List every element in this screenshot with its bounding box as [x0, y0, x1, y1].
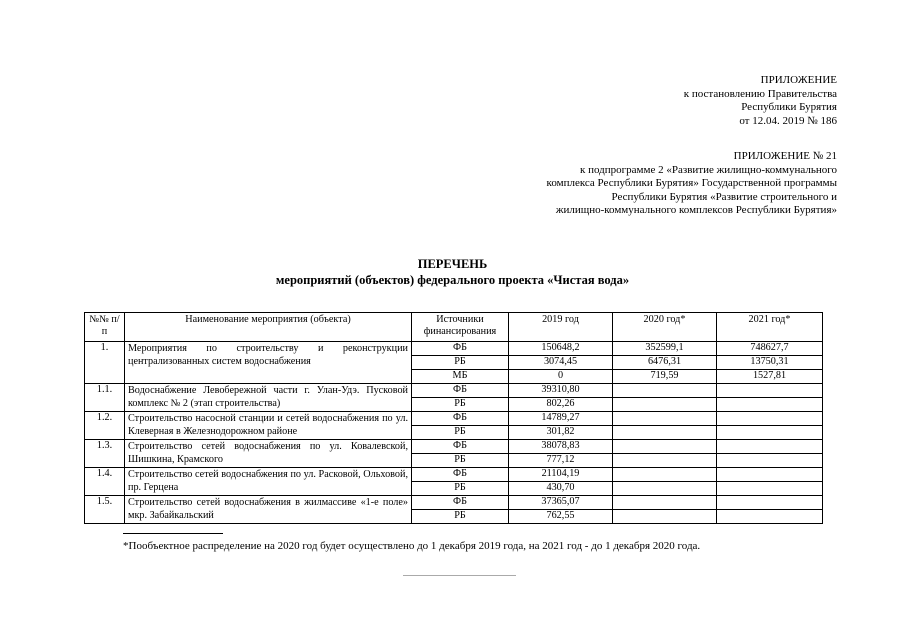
- value-2019: 38078,83: [509, 440, 613, 454]
- value-2020: [613, 440, 717, 454]
- document-title: ПЕРЕЧЕНЬ: [417, 257, 488, 271]
- page-divider: [403, 575, 516, 576]
- document-subtitle: мероприятий (объектов) федерального проекта «Чистая вода»: [275, 273, 630, 287]
- measure-name: Мероприятия по строительству и реконструкции централизованных систем водоснабжения: [125, 342, 412, 384]
- appendix-header: [684, 74, 837, 128]
- appendix-21-header: [547, 150, 837, 218]
- table-row: [85, 384, 823, 398]
- value-2020: 352599,1: [613, 342, 717, 356]
- measure-name: Строительство сетей водоснабжения по ул. Расковой, Ольховой, пр. Герцена: [125, 468, 412, 496]
- funding-source: ФБ: [412, 412, 509, 426]
- value-2019: 150648,2: [509, 342, 613, 356]
- value-2019: 37365,07: [509, 496, 613, 510]
- value-2020: [613, 468, 717, 482]
- header-source: Источники финансирования: [412, 313, 509, 342]
- value-2019: 3074,45: [509, 356, 613, 370]
- table-body: [85, 342, 823, 524]
- value-2019: 430,70: [509, 482, 613, 496]
- row-number: 1.3.: [85, 440, 125, 468]
- appendix-21-line: Республики Бурятия «Развитие строительного и: [611, 190, 837, 203]
- value-2019: 39310,80: [509, 384, 613, 398]
- row-number: 1.2.: [85, 412, 125, 440]
- value-2019: 802,26: [509, 398, 613, 412]
- value-2021: [717, 440, 823, 454]
- header-num: №№ п/п: [85, 313, 125, 342]
- value-2019: 777,12: [509, 454, 613, 468]
- row-number: 1.4.: [85, 468, 125, 496]
- funding-source: ФБ: [412, 384, 509, 398]
- value-2019: 762,55: [509, 510, 613, 524]
- measure-name: Строительство сетей водоснабжения по ул. Ковалевской, Шишкина, Крамского: [125, 440, 412, 468]
- value-2020: [613, 454, 717, 468]
- table-row: [85, 468, 823, 482]
- value-2019: 0: [509, 370, 613, 384]
- header-2020: 2020 год*: [613, 313, 717, 342]
- value-2021: [717, 412, 823, 426]
- funding-source: ФБ: [412, 440, 509, 454]
- footnote: *Пообъектное распределение на 2020 год будет осуществлено до 1 декабря 2019 года, на 2021 год - до 1 декабря 2020 года.: [123, 540, 701, 552]
- appendix-21-title: ПРИЛОЖЕНИЕ № 21: [733, 150, 837, 162]
- value-2021: [717, 496, 823, 510]
- funding-source: ФБ: [412, 496, 509, 510]
- value-2021: 13750,31: [717, 356, 823, 370]
- table-row: [85, 342, 823, 356]
- value-2021: [717, 482, 823, 496]
- funding-source: РБ: [412, 454, 509, 468]
- value-2019: 21104,19: [509, 468, 613, 482]
- measure-name: Строительство сетей водоснабжения в жилмассиве «1-е поле» мкр. Забайкальский: [125, 496, 412, 524]
- row-number: 1.: [85, 342, 125, 384]
- value-2020: [613, 482, 717, 496]
- value-2020: [613, 510, 717, 524]
- funding-source: РБ: [412, 398, 509, 412]
- value-2020: 719,59: [613, 370, 717, 384]
- value-2021: [717, 426, 823, 440]
- measures-table: [84, 312, 823, 524]
- footnote-divider: [123, 533, 223, 534]
- header-2019: 2019 год: [509, 313, 613, 342]
- table-row: [85, 412, 823, 426]
- appendix-21-line: жилищно-коммунального комплексов Республики Бурятия»: [555, 204, 837, 216]
- value-2020: [613, 398, 717, 412]
- row-number: 1.1.: [85, 384, 125, 412]
- table-header-row: [85, 313, 823, 342]
- table-row: [85, 440, 823, 454]
- measure-name: Строительство насосной станции и сетей водоснабжения по ул. Клеверная в Железнодорожном районе: [125, 412, 412, 440]
- value-2021: 748627,7: [717, 342, 823, 356]
- funding-source: РБ: [412, 510, 509, 524]
- row-number: 1.5.: [85, 496, 125, 524]
- funding-source: РБ: [412, 426, 509, 440]
- value-2020: [613, 384, 717, 398]
- value-2019: 301,82: [509, 426, 613, 440]
- funding-source: РБ: [412, 356, 509, 370]
- value-2020: [613, 426, 717, 440]
- funding-source: ФБ: [412, 468, 509, 482]
- appendix-21-line: к подпрограмме 2 «Развитие жилищно-коммунального: [580, 163, 837, 176]
- header-name: Наименование мероприятия (объекта): [125, 313, 412, 342]
- value-2021: [717, 384, 823, 398]
- value-2020: [613, 412, 717, 426]
- appendix-21-line: комплекса Республики Бурятия» Государственной программы: [546, 177, 837, 189]
- value-2019: 14789,27: [509, 412, 613, 426]
- value-2020: [613, 496, 717, 510]
- value-2021: [717, 454, 823, 468]
- table-row: [85, 496, 823, 510]
- funding-source: ФБ: [412, 342, 509, 356]
- value-2021: [717, 510, 823, 524]
- appendix-line: Республики Бурятия: [741, 101, 837, 113]
- measure-name: Водоснабжение Левобережной части г. Улан-Удэ. Пусковой комплекс № 2 (этап строительства): [125, 384, 412, 412]
- appendix-title: ПРИЛОЖЕНИЕ: [760, 74, 837, 86]
- value-2021: 1527,81: [717, 370, 823, 384]
- funding-source: МБ: [412, 370, 509, 384]
- funding-source: РБ: [412, 482, 509, 496]
- header-2021: 2021 год*: [717, 313, 823, 342]
- appendix-date: от 12.04. 2019 № 186: [739, 114, 837, 127]
- value-2020: 6476,31: [613, 356, 717, 370]
- value-2021: [717, 468, 823, 482]
- appendix-line: к постановлению Правительства: [683, 87, 837, 100]
- value-2021: [717, 398, 823, 412]
